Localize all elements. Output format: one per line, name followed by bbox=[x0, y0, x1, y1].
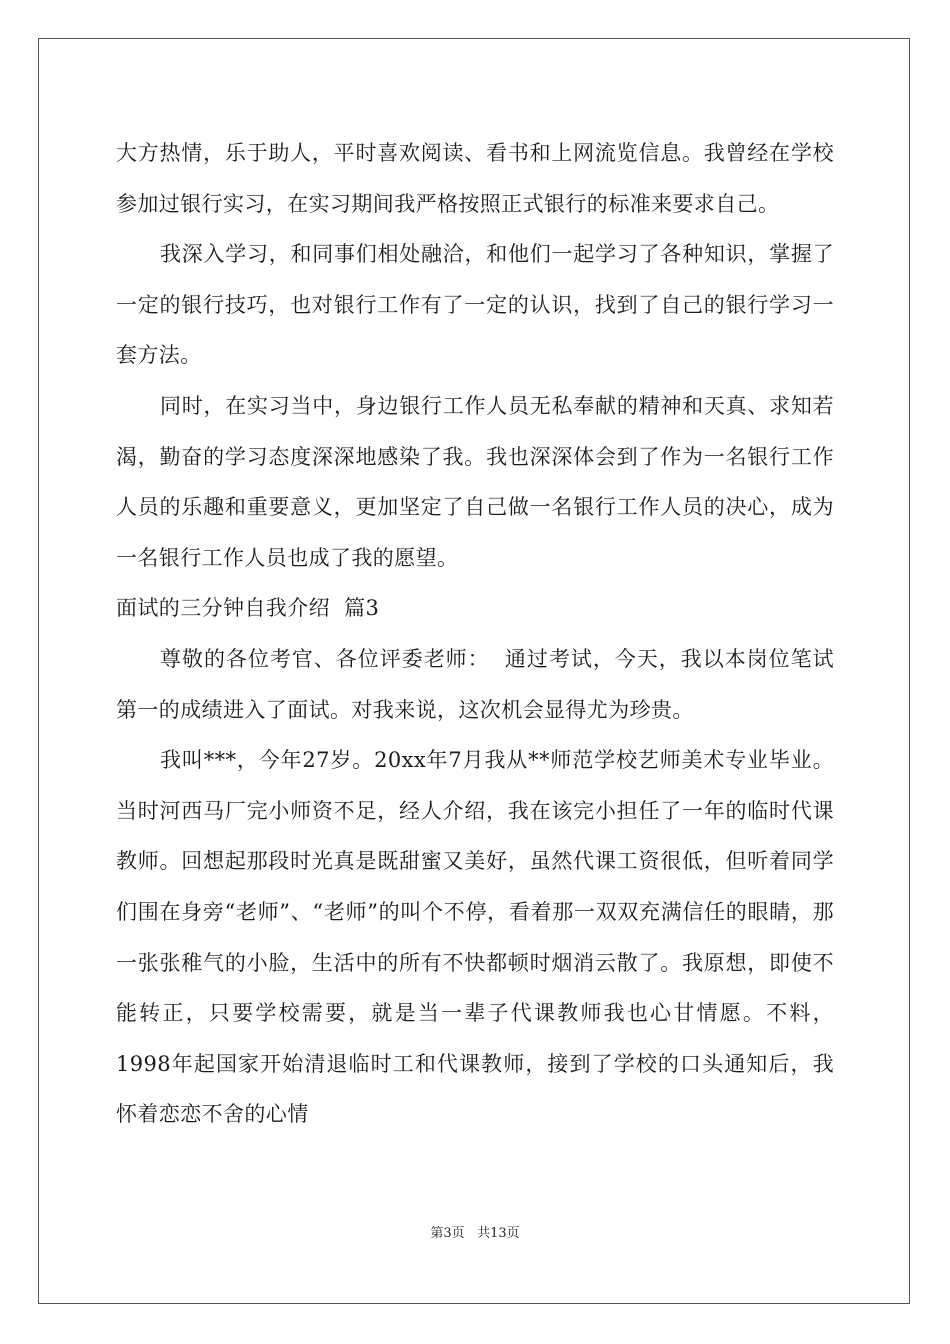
paragraph: 我叫***，今年27岁。20xx年7月我从**师范学校艺师美术专业毕业。当时河西马厂完小师资不足，经人介绍，我在该完小担任了一年的临时代课教师。回想起那段时光真是既甜蜜又美好，虽然代课工资很低，但听着同学们围在身旁“老师”、“老师”的叫个不停，看着那一双双充满信任的眼睛，那一张张稚气的小脸，生活中的所有不快都顿时烟消云散了。我原想，即使不能转正，只要学校需要，就是当一辈子代课教师我也心甘情愿。不料，1998年起国家开始清退临时工和代课教师，接到了学校的口头通知后，我怀着恋恋不舍的心情 bbox=[116, 748, 834, 1127]
document-body bbox=[116, 128, 834, 1140]
paragraph: 尊敬的各位考官、各位评委老师： 通过考试，今天，我以本岗位笔试第一的成绩进入了面试。对我来说，这次机会显得尤为珍贵。 bbox=[116, 646, 834, 722]
paragraph: 同时，在实习当中，身边银行工作人员无私奉献的精神和天真、求知若渴，勤奋的学习态度深深地感染了我。我也深深体会到了作为一名银行工作人员的乐趣和重要意义，更加坚定了自己做一名银行工作人员的决心，成为一名银行工作人员也成了我的愿望。 bbox=[116, 393, 834, 570]
page-total: 共13页 bbox=[477, 1226, 520, 1241]
paragraph: 我深入学习，和同事们相处融洽，和他们一起学习了各种知识，掌握了一定的银行技巧，也对银行工作有了一定的认识，找到了自己的银行学习一套方法。 bbox=[116, 242, 834, 368]
page-number: 第3页 bbox=[430, 1226, 465, 1241]
page-footer bbox=[0, 1222, 950, 1241]
section-heading: 面试的三分钟自我介绍 篇3 bbox=[116, 596, 380, 621]
paragraph: 大方热情，乐于助人，平时喜欢阅读、看书和上网流览信息。我曾经在学校参加过银行实习，在实习期间我严格按照正式银行的标准来要求自己。 bbox=[116, 141, 834, 216]
